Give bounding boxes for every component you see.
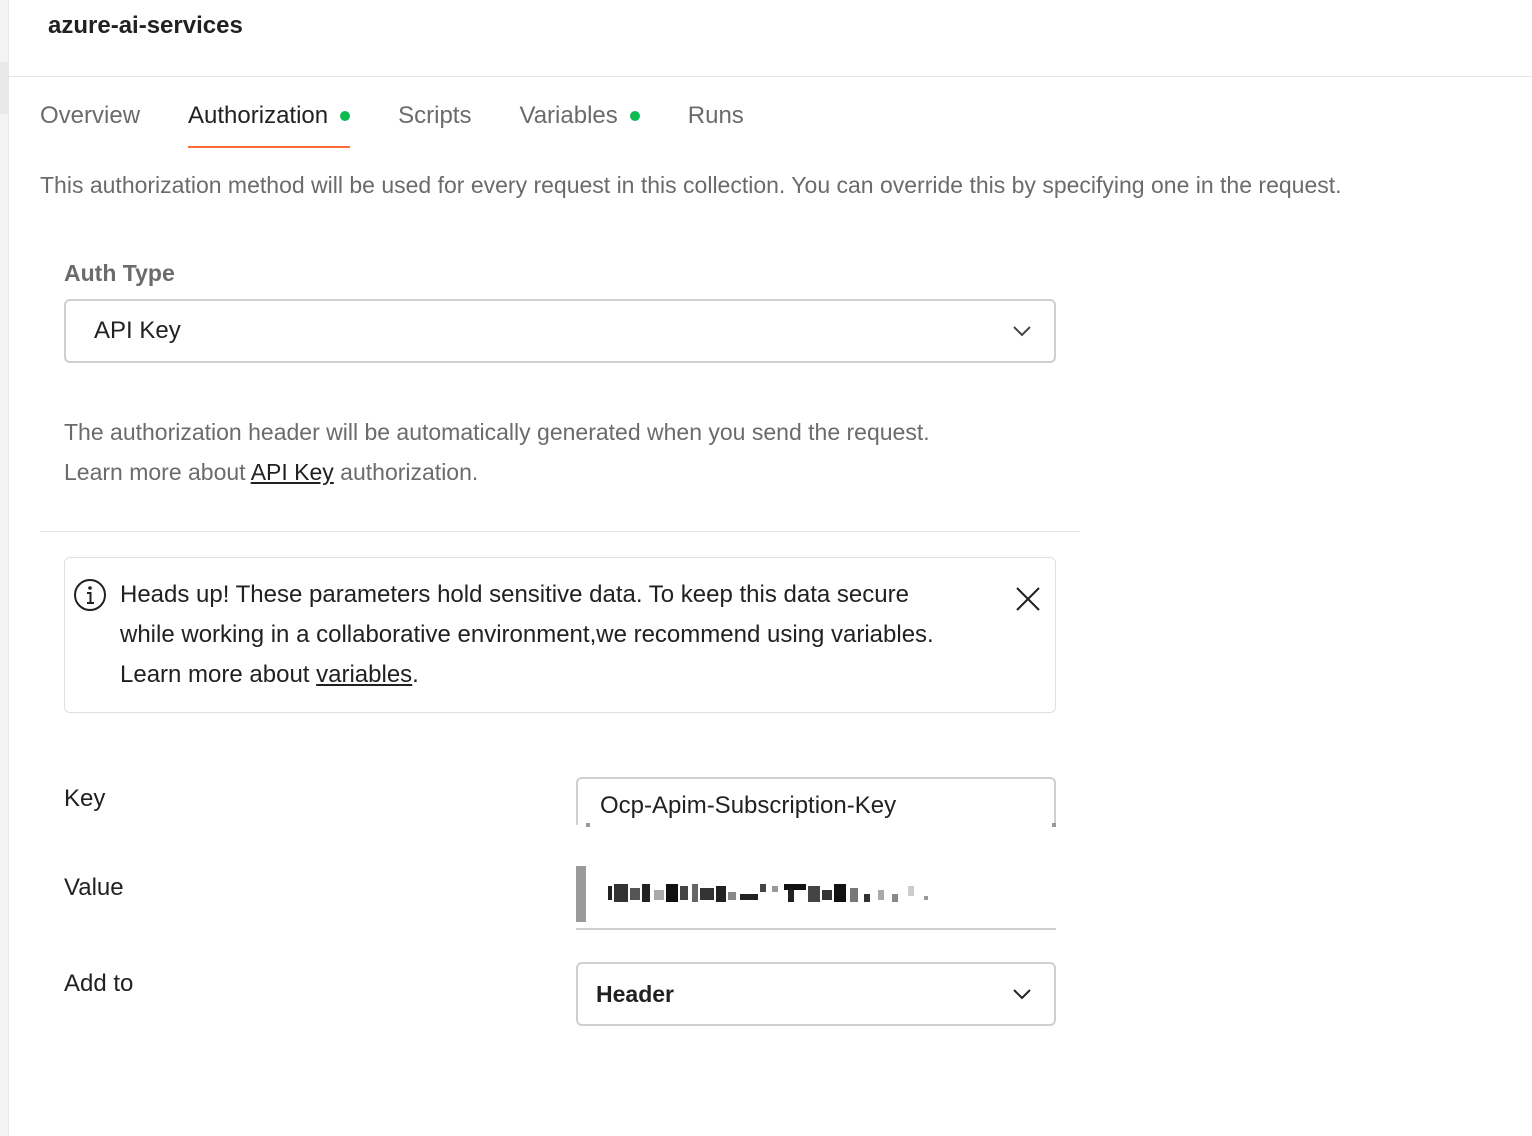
tab-variables[interactable]: [519, 96, 639, 148]
key-label: Key: [64, 785, 106, 812]
sensitive-data-alert: [64, 557, 1056, 713]
alert-suffix: .: [412, 661, 419, 688]
tab-variables-label: Variables: [519, 102, 618, 129]
auth-help-line2: [64, 452, 930, 492]
section-divider: [40, 531, 1080, 532]
tab-overview[interactable]: [40, 96, 140, 148]
tab-scripts-label: Scripts: [398, 102, 472, 129]
tab-variables-status-dot: [630, 111, 640, 121]
auth-type-selected-value: API Key: [94, 317, 181, 344]
alert-prefix: Learn more about: [120, 661, 317, 688]
authorization-description: This authorization method will be used for every request in this collection. You can override this by specifying one in the request.: [40, 172, 1342, 198]
key-input-value: Ocp-Apim-Subscription-Key: [600, 792, 897, 819]
add-to-label: Add to: [64, 970, 134, 997]
auth-type-select[interactable]: [64, 299, 1056, 363]
tab-runs-label: Runs: [687, 102, 744, 129]
auth-help-text: [64, 412, 930, 492]
left-rail: [0, 0, 9, 1136]
resize-corner-left: [586, 823, 590, 827]
value-input-drag-handle[interactable]: [576, 866, 586, 922]
info-icon: [73, 578, 107, 612]
tab-bar: [40, 96, 792, 152]
tab-overview-label: Overview: [40, 102, 141, 129]
auth-type-label: Auth Type: [64, 260, 175, 286]
collection-title: azure-ai-services: [48, 12, 243, 39]
collection-header: [8, 0, 1532, 77]
alert-line2: while working in a collaborative environment,we recommend using variables.: [120, 621, 934, 648]
alert-message: [120, 575, 1000, 695]
key-input[interactable]: [576, 777, 1056, 825]
chevron-down-icon: [1012, 988, 1032, 1000]
close-icon[interactable]: [1015, 586, 1041, 612]
alert-line1: Heads up! These parameters hold sensitive data. To keep this data secure: [120, 581, 909, 608]
tab-authorization[interactable]: [188, 96, 350, 148]
auth-help-line1: The authorization header will be automatically generated when you send the request.: [64, 419, 930, 445]
auth-help-prefix: Learn more about: [64, 459, 251, 485]
tab-scripts[interactable]: [398, 96, 471, 148]
alert-line3: [120, 655, 1000, 695]
left-rail-notch: [0, 62, 8, 114]
value-label: Value: [64, 874, 124, 901]
auth-help-suffix: authorization.: [333, 459, 479, 485]
chevron-down-icon: [1012, 325, 1032, 337]
add-to-selected-value: Header: [596, 980, 674, 1007]
variables-docs-link[interactable]: variables: [316, 661, 413, 688]
add-to-select[interactable]: [576, 962, 1056, 1026]
value-input[interactable]: [576, 864, 1056, 930]
tab-authorization-label: Authorization: [188, 102, 329, 129]
tab-authorization-status-dot: [340, 111, 350, 121]
masked-secret-value: [608, 882, 1038, 904]
api-key-docs-link[interactable]: API Key: [250, 459, 334, 485]
tab-runs[interactable]: [688, 96, 744, 148]
resize-corner-right: [1052, 823, 1056, 827]
